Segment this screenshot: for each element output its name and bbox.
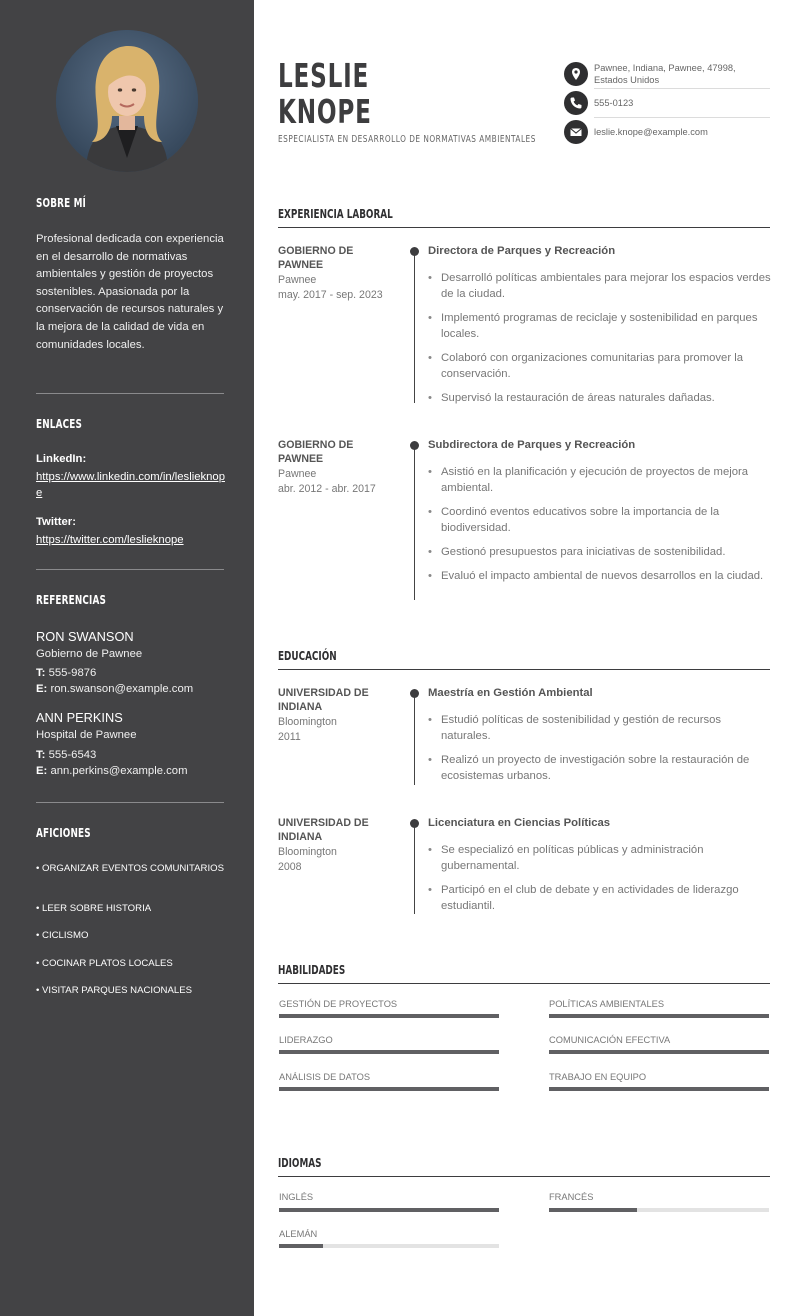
skill-bar — [279, 1087, 499, 1091]
experience-bullet: • Supervisó la restauración de áreas naturales dañadas. — [428, 390, 772, 406]
last-name: KNOPE — [278, 92, 372, 131]
education-bullet: • Se especializó en políticas públicas y administración gubernamental. — [428, 842, 772, 874]
reference-phone — [36, 749, 96, 761]
links-heading: ENLACES — [36, 417, 83, 431]
experience-role: Directora de Parques y Recreación — [428, 245, 616, 257]
language-bar — [549, 1208, 769, 1212]
experience-meta — [278, 273, 408, 302]
skill-bar-fill — [279, 1014, 499, 1018]
reference-email — [36, 765, 188, 777]
contact-address — [594, 63, 770, 86]
contact-divider — [594, 88, 770, 89]
education-location: Bloomington — [278, 716, 337, 728]
skill-bar — [549, 1050, 769, 1054]
education-degree: Licenciatura en Ciencias Políticas — [428, 817, 611, 829]
hobbies-heading: AFICIONES — [36, 826, 91, 840]
linkedin-link[interactable]: https://www.linkedin.com/in/leslieknope — [36, 471, 225, 499]
language-bar-fill — [549, 1208, 637, 1212]
experience-bullet: • Desarrolló políticas ambientales para mejorar los espacios verdes de la ciudad. — [428, 270, 772, 302]
skill-label: TRABAJO EN EQUIPO — [549, 1072, 647, 1082]
section-rule — [278, 227, 770, 228]
experience-org: GOBIERNO DE PAWNEE — [278, 439, 354, 465]
reference-name: RON SWANSON — [36, 629, 134, 644]
skill-label: GESTIÓN DE PROYECTOS — [279, 999, 398, 1009]
education-bullet: • Estudió políticas de sostenibilidad y gestión de recursos naturales. — [428, 712, 772, 744]
education-bullet: • Participó en el club de debate y en actividades de liderazgo estudiantil. — [428, 882, 772, 914]
experience-bullet: • Gestionó presupuestos para iniciativas de sostenibilidad. — [428, 544, 772, 560]
timeline-dot — [410, 819, 419, 828]
skill-label: COMUNICACIÓN EFECTIVA — [549, 1035, 671, 1045]
timeline-line — [414, 693, 415, 785]
experience-role: Subdirectora de Parques y Recreación — [428, 439, 636, 451]
skills-heading: HABILIDADES — [278, 963, 346, 977]
language-bar-fill — [279, 1208, 499, 1212]
reference-org: Gobierno de Pawnee — [36, 648, 143, 660]
email-label: E: — [36, 683, 48, 695]
phone-value: 555-9876 — [48, 667, 97, 679]
full-name — [278, 58, 372, 130]
timeline-line — [414, 823, 415, 914]
education-location: Bloomington — [278, 846, 337, 858]
twitter-link[interactable]: https://twitter.com/leslieknope — [36, 534, 184, 546]
section-rule — [278, 669, 770, 670]
email-value: ron.swanson@example.com — [50, 683, 194, 695]
education-meta — [278, 845, 408, 874]
language-bar — [279, 1208, 499, 1212]
references-heading: REFERENCIAS — [36, 593, 107, 607]
section-rule — [278, 983, 770, 984]
language-bar-fill — [279, 1244, 323, 1248]
reference-email — [36, 683, 193, 695]
sidebar-divider — [36, 393, 224, 394]
education-org: UNIVERSIDAD DE INDIANA — [278, 687, 369, 713]
location-pin-icon — [564, 62, 588, 86]
language-label: ALEMÁN — [279, 1229, 318, 1239]
skill-bar-fill — [549, 1014, 769, 1018]
experience-dates: may. 2017 - sep. 2023 — [278, 288, 383, 301]
profile-photo — [56, 30, 198, 172]
experience-location: Pawnee — [278, 468, 317, 480]
linkedin-label: LinkedIn: — [36, 453, 87, 465]
education-meta — [278, 715, 408, 744]
skill-bar-fill — [279, 1087, 499, 1091]
contact-divider — [594, 117, 770, 118]
skill-label: LIDERAZGO — [279, 1035, 333, 1045]
language-label: INGLÉS — [279, 1192, 314, 1202]
timeline-line — [414, 445, 415, 600]
experience-org: GOBIERNO DE PAWNEE — [278, 245, 354, 271]
skill-bar-fill — [279, 1050, 499, 1054]
address-line-2: Estados Unidos — [594, 74, 660, 85]
education-bullet: • Realizó un proyecto de investigación sobre la restauración de ecosistemas urbanos. — [428, 752, 772, 784]
skill-bar-fill — [549, 1050, 769, 1054]
skill-bar — [279, 1014, 499, 1018]
reference-name: ANN PERKINS — [36, 710, 123, 725]
sidebar — [0, 0, 254, 1316]
about-heading: SOBRE MÍ — [36, 196, 87, 210]
language-label: FRANCÉS — [549, 1192, 594, 1202]
envelope-icon — [564, 120, 588, 144]
education-dates: 2008 — [278, 860, 302, 873]
hobby-item: • ORGANIZAR EVENTOS COMUNITARIOS — [36, 863, 224, 874]
languages-heading: IDIOMAS — [278, 1156, 322, 1170]
address-line-1: Pawnee, Indiana, Pawnee, 47998, — [594, 63, 736, 73]
skill-label: ANÁLISIS DE DATOS — [279, 1072, 371, 1082]
hobby-item: • LEER SOBRE HISTORIA — [36, 903, 152, 914]
skill-bar-fill — [549, 1087, 769, 1091]
sidebar-divider — [36, 569, 224, 570]
experience-location: Pawnee — [278, 274, 317, 286]
job-title: ESPECIALISTA EN DESARROLLO DE NORMATIVAS AMBIENTALES — [278, 134, 536, 145]
email-value: ann.perkins@example.com — [50, 765, 188, 777]
hobby-item: • CICLISMO — [36, 930, 89, 941]
first-name: LESLIE — [278, 56, 370, 95]
experience-bullet: • Colaboró con organizaciones comunitarias para promover la conservación. — [428, 350, 772, 382]
reference-phone — [36, 667, 96, 679]
experience-dates: abr. 2012 - abr. 2017 — [278, 482, 376, 495]
hobby-item: • VISITAR PARQUES NACIONALES — [36, 985, 193, 996]
section-rule — [278, 1176, 770, 1177]
experience-heading: EXPERIENCIA LABORAL — [278, 207, 393, 221]
experience-bullet: • Evaluó el impacto ambiental de nuevos desarrollos en la ciudad. — [428, 568, 772, 584]
twitter-label: Twitter: — [36, 516, 76, 528]
phone-label: T: — [36, 667, 46, 679]
reference-org: Hospital de Pawnee — [36, 729, 137, 741]
email-label: E: — [36, 765, 48, 777]
skill-bar — [279, 1050, 499, 1054]
timeline-dot — [410, 441, 419, 450]
education-degree: Maestría en Gestión Ambiental — [428, 687, 593, 699]
contact-phone: 555-0123 — [594, 98, 634, 108]
experience-meta — [278, 467, 408, 496]
timeline-dot — [410, 689, 419, 698]
phone-value: 555-6543 — [48, 749, 97, 761]
education-heading: EDUCACIÓN — [278, 649, 337, 663]
sidebar-divider — [36, 802, 224, 803]
skill-bar — [549, 1087, 769, 1091]
timeline-line — [414, 251, 415, 403]
education-org: UNIVERSIDAD DE INDIANA — [278, 817, 369, 843]
timeline-dot — [410, 247, 419, 256]
experience-bullet: • Asistió en la planificación y ejecución de proyectos de mejora ambiental. — [428, 464, 772, 496]
phone-label: T: — [36, 749, 46, 761]
skill-label: POLÍTICAS AMBIENTALES — [549, 999, 665, 1009]
about-text: Profesional dedicada con experiencia en el desarrollo de normativas ambientales y gestión de proyectos sostenibles. Apasionada por la conservación de recursos naturales y la mejora de la calidad de vida en comunidades locales. — [36, 233, 224, 351]
avatar — [56, 30, 198, 172]
language-bar — [279, 1244, 499, 1248]
experience-bullet: • Implementó programas de reciclaje y sostenibilidad en parques locales. — [428, 310, 772, 342]
contact-email: leslie.knope@example.com — [594, 127, 708, 137]
hobby-item: • COCINAR PLATOS LOCALES — [36, 958, 173, 969]
phone-icon — [564, 91, 588, 115]
education-dates: 2011 — [278, 730, 301, 743]
skill-bar — [549, 1014, 769, 1018]
experience-bullet: • Coordinó eventos educativos sobre la importancia de la biodiversidad. — [428, 504, 772, 536]
